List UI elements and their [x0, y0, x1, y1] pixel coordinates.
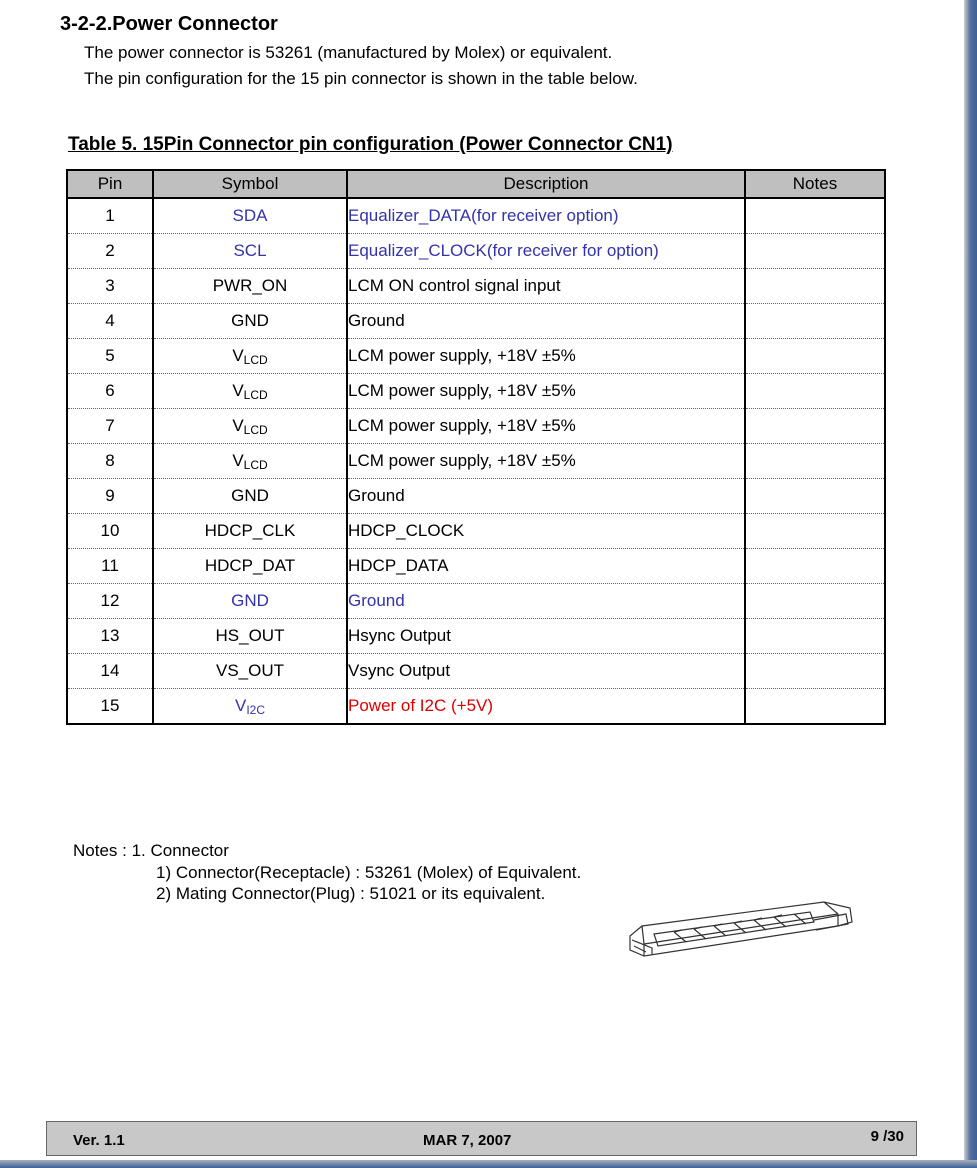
header-symbol: Symbol: [153, 170, 347, 198]
pin-number: 4: [67, 304, 153, 339]
pin-number: 12: [67, 584, 153, 619]
pin-description: Ground: [347, 479, 745, 514]
pin-notes: [745, 339, 885, 374]
symbol-text: VS_OUT: [215, 661, 285, 680]
pin-symbol: [153, 374, 347, 409]
table-row: [67, 198, 885, 234]
table-row: [67, 409, 885, 444]
pin-description: LCM power supply, +18V ±5%: [347, 409, 745, 444]
page-footer: [46, 1121, 917, 1156]
pin-symbol: [153, 619, 347, 654]
table-row: [67, 444, 885, 479]
table-row: [67, 339, 885, 374]
pin-symbol: [153, 444, 347, 479]
pin-symbol: [153, 654, 347, 689]
symbol-text: V: [232, 345, 244, 365]
pin-description: HDCP_DATA: [347, 549, 745, 584]
pin-description: Ground: [347, 584, 745, 619]
pin-notes: [745, 304, 885, 339]
footer-version: Ver. 1.1: [73, 1132, 125, 1149]
connector-drawing-icon: [624, 896, 856, 960]
table-row: [67, 374, 885, 409]
table-row: [67, 549, 885, 584]
table-row: [67, 619, 885, 654]
table-caption: Table 5. 15Pin Connector pin configuration (Power Connector CN1): [68, 134, 673, 155]
pin-description: Hsync Output: [347, 619, 745, 654]
pin-number: 3: [67, 269, 153, 304]
section-title: 3-2-2.Power Connector: [60, 13, 278, 35]
pin-symbol: [153, 689, 347, 725]
table-row: [67, 269, 885, 304]
pin-notes: [745, 234, 885, 269]
pin-number: 2: [67, 234, 153, 269]
pin-symbol: [153, 549, 347, 584]
pin-symbol: [153, 479, 347, 514]
notes-receptacle: 1) Connector(Receptacle) : 53261 (Molex) of Equivalent.: [156, 863, 582, 882]
notes-heading: Notes : 1. Connector: [73, 841, 229, 860]
table-row: [67, 584, 885, 619]
pin-notes: [745, 374, 885, 409]
pin-notes: [745, 584, 885, 619]
pin-notes: [745, 654, 885, 689]
pin-description: LCM ON control signal input: [347, 269, 745, 304]
table-row: [67, 304, 885, 339]
table-row: [67, 234, 885, 269]
page-bottom-edge: [0, 1160, 977, 1168]
pin-configuration-table: [66, 169, 886, 725]
table-row: [67, 514, 885, 549]
pin-description: Ground: [347, 304, 745, 339]
intro-line-1: The power connector is 53261 (manufactured by Molex) or equivalent.: [84, 43, 613, 62]
pin-symbol: [153, 198, 347, 234]
symbol-text: V: [232, 450, 244, 470]
table-row: [67, 654, 885, 689]
pin-number: 14: [67, 654, 153, 689]
symbol-text: V: [232, 415, 244, 435]
pin-description: LCM power supply, +18V ±5%: [347, 444, 745, 479]
symbol-text: GND: [231, 486, 269, 505]
pin-description: Vsync Output: [347, 654, 745, 689]
pin-description: Power of I2C (+5V): [347, 689, 745, 725]
symbol-subscript: LCD: [243, 387, 268, 402]
intro-line-2: The pin configuration for the 15 pin connector is shown in the table below.: [84, 69, 638, 88]
symbol-text: PWR_ON: [212, 276, 288, 295]
header-notes: Notes: [745, 170, 885, 198]
pin-number: 5: [67, 339, 153, 374]
footer-page-number: 9 /30: [870, 1128, 904, 1145]
pin-number: 8: [67, 444, 153, 479]
notes-plug: 2) Mating Connector(Plug) : 51021 or its equivalent.: [156, 884, 546, 903]
symbol-text: V: [234, 695, 247, 715]
pin-number: 13: [67, 619, 153, 654]
pin-notes: [745, 198, 885, 234]
pin-symbol: [153, 584, 347, 619]
pin-rows: [67, 198, 885, 724]
pin-description: LCM power supply, +18V ±5%: [347, 339, 745, 374]
pin-description: Equalizer_DATA(for receiver option): [347, 198, 745, 234]
table-row: [67, 689, 885, 725]
pin-description: HDCP_CLOCK: [347, 514, 745, 549]
table-header-row: [67, 170, 885, 198]
page-right-edge: [964, 0, 977, 1168]
pin-number: 6: [67, 374, 153, 409]
pin-notes: [745, 514, 885, 549]
symbol-text: HDCP_CLK: [204, 521, 296, 540]
pin-symbol: [153, 339, 347, 374]
header-pin: Pin: [67, 170, 153, 198]
pin-number: 10: [67, 514, 153, 549]
symbol-text: V: [232, 380, 244, 400]
pin-number: 7: [67, 409, 153, 444]
pin-symbol: [153, 269, 347, 304]
pin-number: 1: [67, 198, 153, 234]
header-description: Description: [347, 170, 745, 198]
pin-notes: [745, 689, 885, 725]
symbol-text: GND: [231, 591, 269, 610]
pin-symbol: [153, 234, 347, 269]
pin-symbol: [153, 304, 347, 339]
pin-description: Equalizer_CLOCK(for receiver for option): [347, 234, 745, 269]
pin-description: LCM power supply, +18V ±5%: [347, 374, 745, 409]
pin-notes: [745, 549, 885, 584]
pin-notes: [745, 444, 885, 479]
symbol-subscript: LCD: [243, 352, 268, 367]
symbol-text: HDCP_DAT: [204, 556, 296, 575]
pin-notes: [745, 479, 885, 514]
symbol-subscript: LCD: [243, 422, 268, 437]
pin-notes: [745, 269, 885, 304]
pin-notes: [745, 619, 885, 654]
footer-date: MAR 7, 2007: [423, 1132, 512, 1149]
symbol-text: GND: [231, 311, 269, 330]
table-row: [67, 479, 885, 514]
symbol-subscript: LCD: [243, 457, 268, 472]
pin-number: 15: [67, 689, 153, 725]
pin-notes: [745, 409, 885, 444]
pin-symbol: [153, 514, 347, 549]
symbol-subscript: I2C: [246, 702, 266, 717]
pin-number: 9: [67, 479, 153, 514]
symbol-text: SCL: [233, 241, 267, 260]
symbol-text: SDA: [232, 206, 268, 225]
symbol-text: HS_OUT: [215, 626, 285, 645]
pin-symbol: [153, 409, 347, 444]
pin-number: 11: [67, 549, 153, 584]
